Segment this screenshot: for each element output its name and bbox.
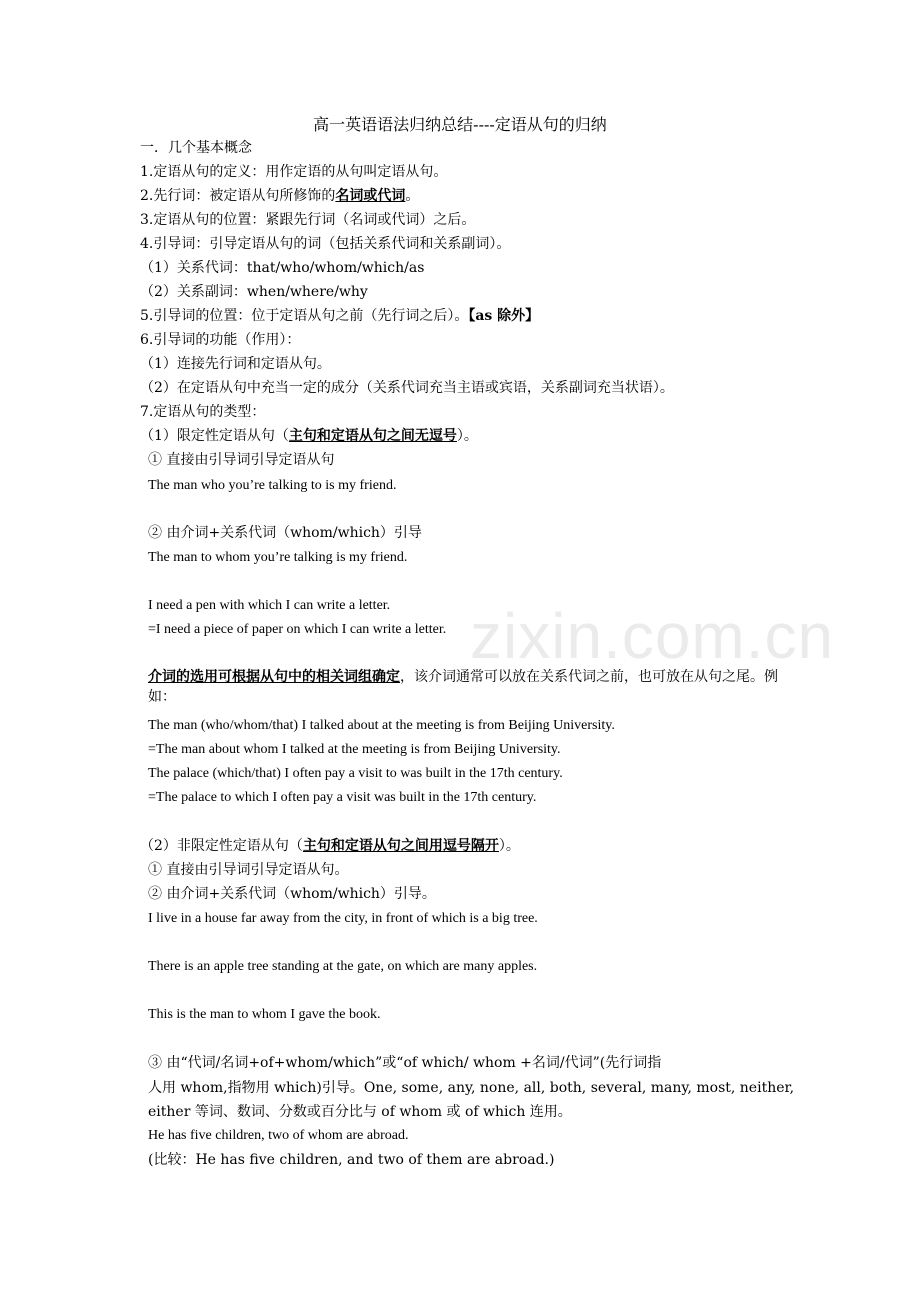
section-heading: 一．几个基本概念 xyxy=(140,140,252,156)
example-sentence: This is the man to whom I gave the book. xyxy=(148,1007,381,1022)
watermark: zixin.com.cn xyxy=(470,600,835,672)
nonrestrictive-item-3-line-2: 人用 whom,指物用 which)引导。One, some, any, none, all, both, several, many, most, neither, xyxy=(148,1080,795,1096)
example-sentence: =The man about whom I talked at the meeting is from Beijing University. xyxy=(148,742,561,757)
example-sentence: =The palace to which I often pay a visit was built in the 17th century. xyxy=(148,790,537,805)
example-sentence: The palace (which/that) I often pay a visit to was built in the 17th century. xyxy=(148,766,563,781)
introducer-position-key: 【as 除外】 xyxy=(468,308,540,324)
preposition-note-rest: ，该介词通常可以放在关系代词之前，也可放在从句之尾。例如： xyxy=(148,669,778,705)
position-line: 3.定语从句的位置：紧跟先行词（名词或代词）之后。 xyxy=(140,212,476,228)
definition-line: 1.定语从句的定义：用作定语的从句叫定语从句。 xyxy=(140,164,448,180)
restrictive-item-1: ① 直接由引导词引导定语从句 xyxy=(148,452,335,468)
antecedent-key-term: 名词或代词 xyxy=(335,188,406,204)
introducer-position-prefix: 5.引导词的位置：位于定语从句之前（先行词之后）。 xyxy=(140,308,469,324)
relative-pronouns-line: （1）关系代词：that/who/whom/which/as xyxy=(140,260,425,276)
nonrestrictive-heading xyxy=(140,836,520,856)
nonrestrictive-key-term: 主句和定语从句之间用逗号隔开 xyxy=(302,838,499,854)
nonrestrictive-item-2: ② 由介词+关系代词（whom/which）引导。 xyxy=(148,886,436,902)
example-sentence: He has five children, two of whom are abroad. xyxy=(148,1128,409,1143)
comparison-sentence: (比较：He has five children, and two of them are abroad.) xyxy=(148,1152,555,1168)
restrictive-heading-suffix: ）。 xyxy=(456,428,478,444)
introducer-line: 4.引导词：引导定语从句的词（包括关系代词和关系副词）。 xyxy=(140,236,511,252)
nonrestrictive-item-3-line-3: either 等词、数词、分数或百分比与 of whom 或 of which 连用。 xyxy=(148,1104,572,1120)
types-line: 7.定语从句的类型： xyxy=(140,404,266,420)
preposition-note xyxy=(148,667,790,707)
restrictive-heading xyxy=(140,426,478,446)
nonrestrictive-item-1: ① 直接由引导词引导定语从句。 xyxy=(148,862,349,878)
function-line: 6.引导词的功能（作用）： xyxy=(140,332,301,348)
example-sentence: The man (who/whom/that) I talked about at the meeting is from Beijing University. xyxy=(148,718,615,733)
antecedent-suffix: 。 xyxy=(405,188,420,204)
nonrestrictive-heading-suffix: ）。 xyxy=(498,838,520,854)
example-sentence: The man who you’re talking to is my friend. xyxy=(148,478,397,493)
example-sentence: The man to whom you’re talking is my friend. xyxy=(148,550,408,565)
restrictive-item-2: ② 由介词+关系代词（whom/which）引导 xyxy=(148,525,422,541)
nonrestrictive-item-3-line-1: ③ 由“代词/名词+of+whom/which”或“of which/ whom +名词/代词”(先行词指 xyxy=(148,1055,662,1071)
restrictive-heading-prefix: （1）限定性定语从句（ xyxy=(140,428,289,444)
function-item-2: （2）在定语从句中充当一定的成分（关系代词充当主语或宾语，关系副词充当状语）。 xyxy=(140,380,674,396)
example-sentence: =I need a piece of paper on which I can write a letter. xyxy=(148,622,447,637)
restrictive-key-term: 主句和定语从句之间无逗号 xyxy=(288,428,457,444)
relative-adverbs-line: （2）关系副词：when/where/why xyxy=(140,284,368,300)
example-sentence: There is an apple tree standing at the gate, on which are many apples. xyxy=(148,959,538,974)
function-item-1: （1）连接先行词和定语从句。 xyxy=(140,356,331,372)
antecedent-prefix: 2.先行词：被定语从句所修饰的 xyxy=(140,188,336,204)
antecedent-line xyxy=(140,186,419,206)
example-sentence: I live in a house far away from the city, in front of which is a big tree. xyxy=(148,911,538,926)
document-title: 高一英语语法归纳总结----定语从句的归纳 xyxy=(313,115,607,134)
example-sentence: I need a pen with which I can write a letter. xyxy=(148,598,391,613)
preposition-note-key: 介词的选用可根据从句中的相关词组确定 xyxy=(148,669,400,685)
introducer-position-line xyxy=(140,306,539,326)
nonrestrictive-heading-prefix: （2）非限定性定语从句（ xyxy=(140,838,303,854)
